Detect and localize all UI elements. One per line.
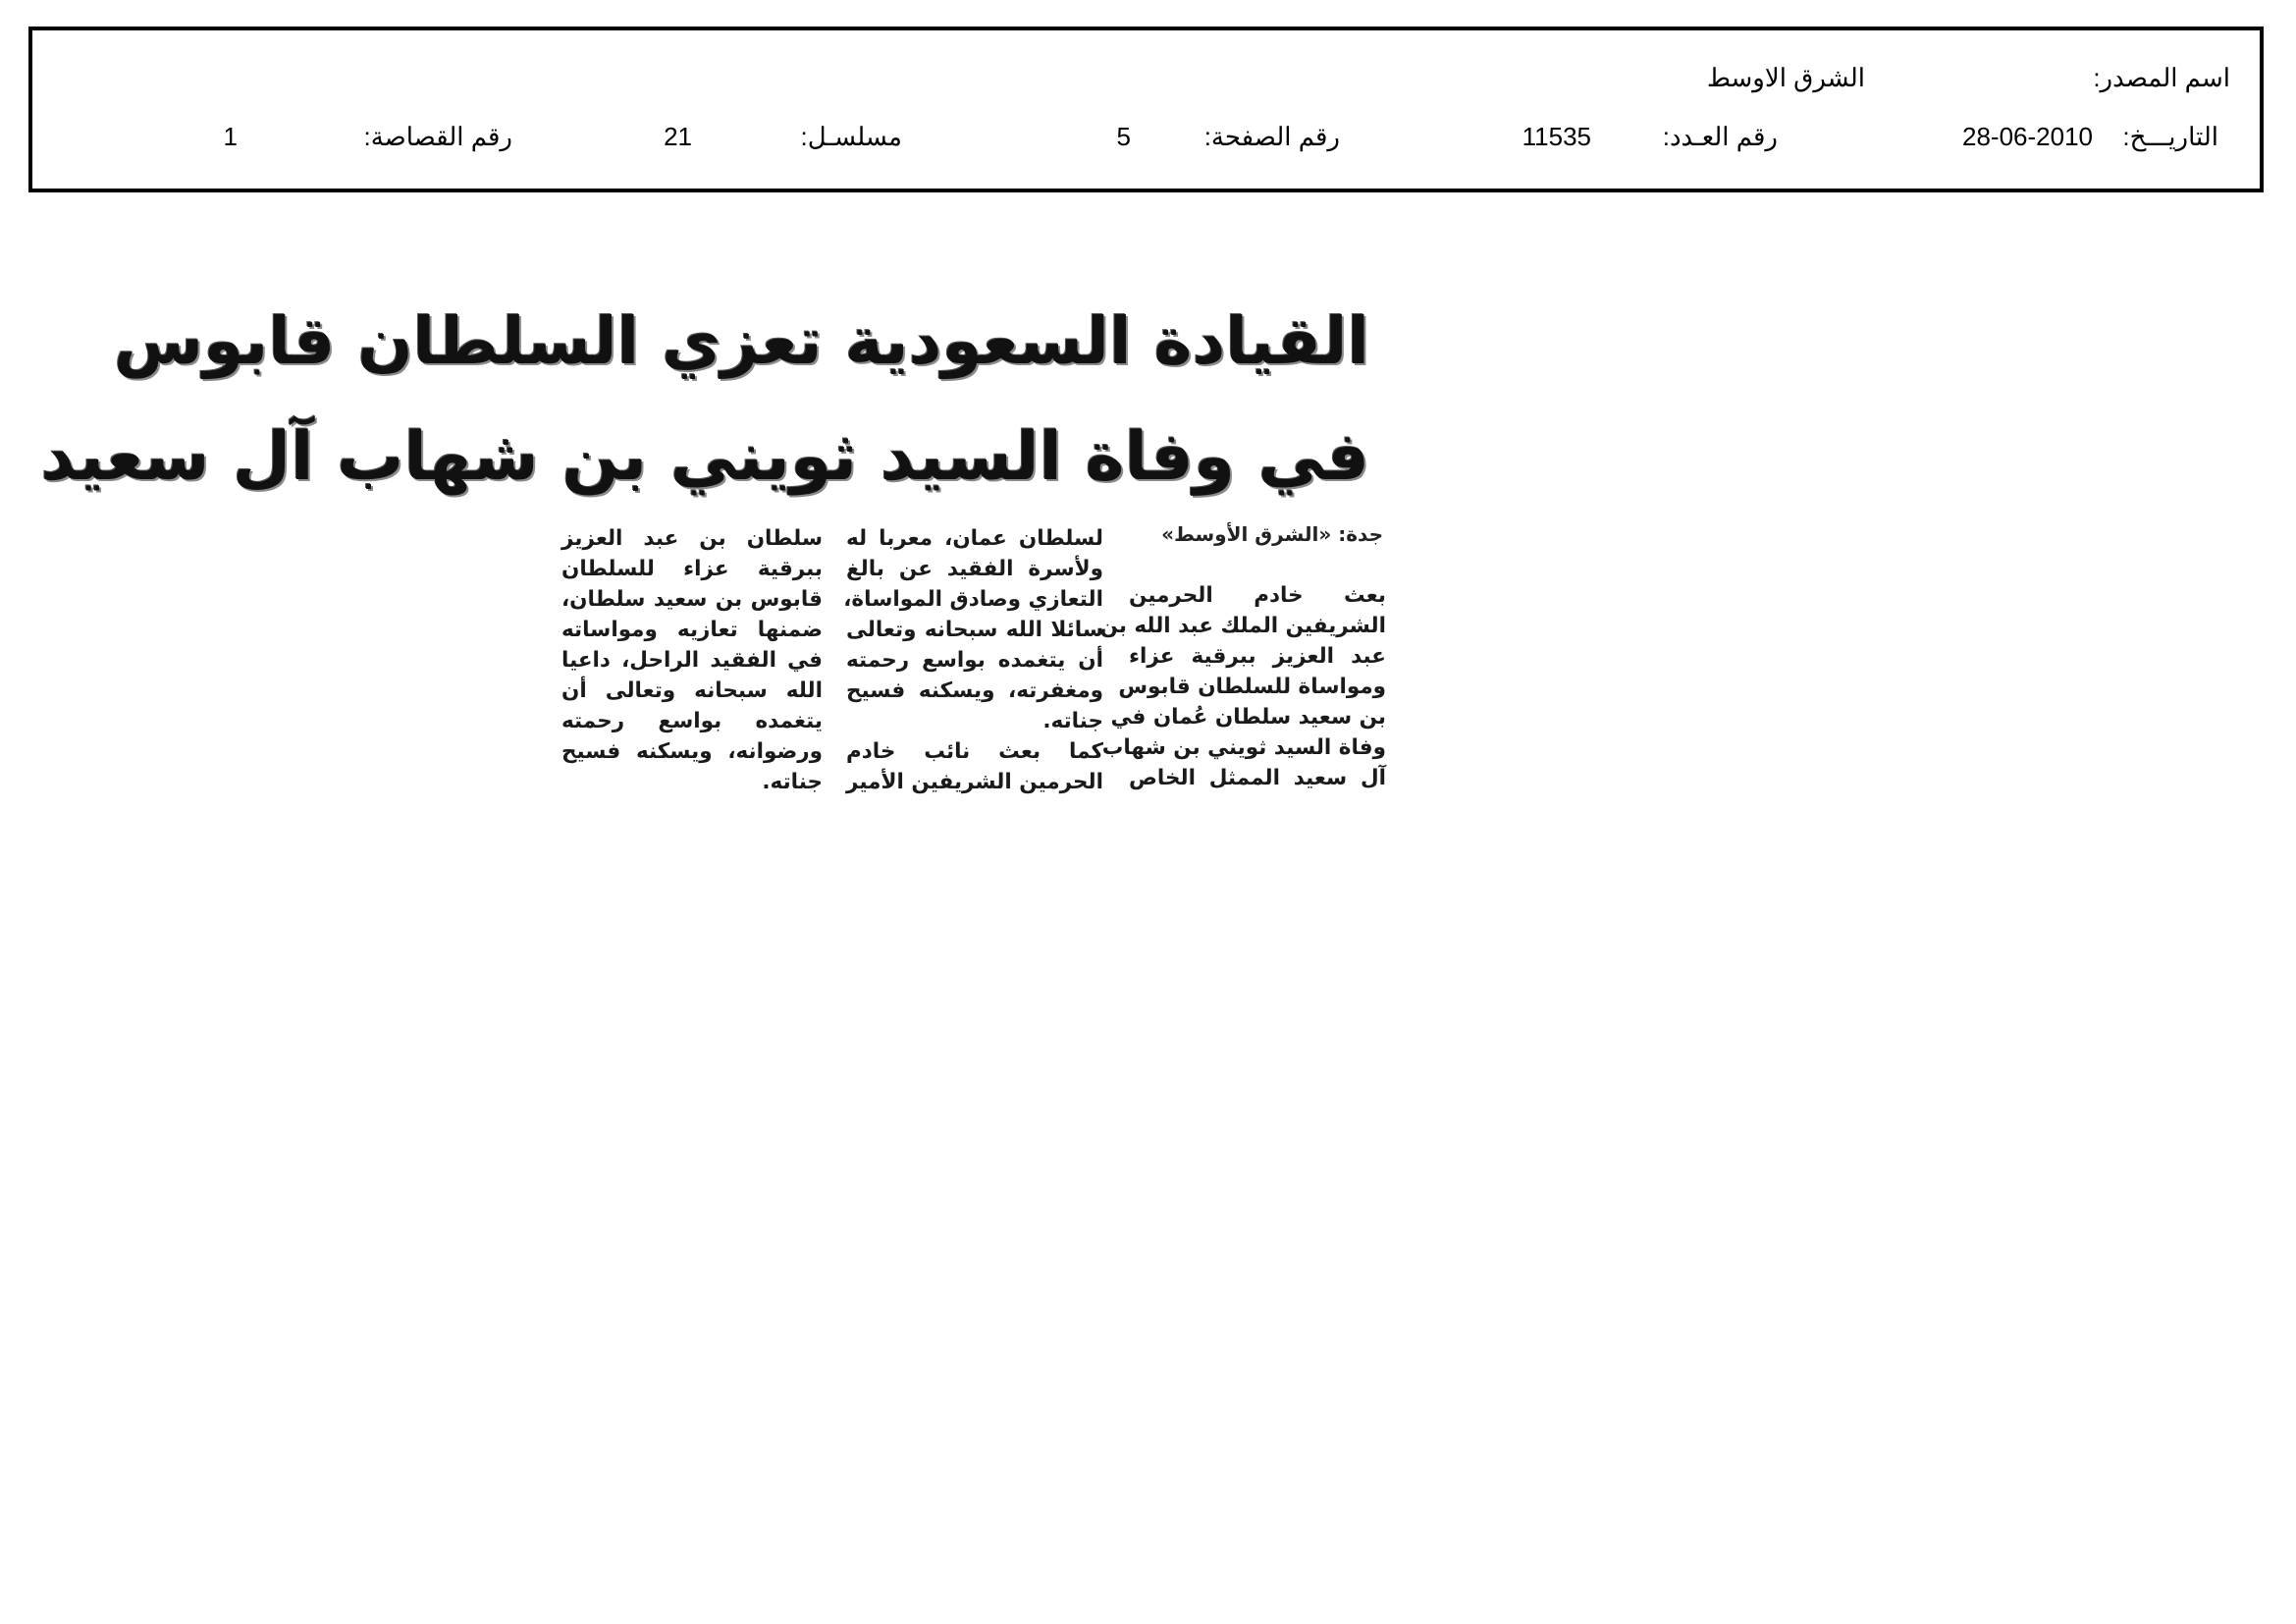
article-line: ومواساة للسلطان قابوس bbox=[1118, 675, 1386, 699]
issue-value: 11535 bbox=[1522, 122, 1591, 151]
article-line: قابوس بن سعيد سلطان، bbox=[561, 587, 823, 612]
article-line: الله سبحانه وتعالى أن bbox=[561, 678, 823, 703]
clip-value: 1 bbox=[223, 122, 238, 151]
source-value: الشرق الاوسط bbox=[1706, 63, 1865, 92]
date-label: التاريـــخ: bbox=[2122, 122, 2218, 151]
article-line: في الفقيد الراحل، داعيا bbox=[561, 648, 823, 673]
article-line: جناته. bbox=[1042, 709, 1103, 733]
article-line: آل سعيد الممثل الخاص bbox=[1129, 766, 1386, 790]
article-line: ولأسرة الفقيد عن بالغ bbox=[846, 557, 1103, 581]
serial-label: مسلسـل: bbox=[800, 122, 902, 151]
source-label: اسم المصدر: bbox=[2093, 63, 2230, 92]
article-line: بن سعيد سلطان عُمان في bbox=[1110, 705, 1386, 730]
article-line: الشريفين الملك عبد الله بن bbox=[1099, 614, 1386, 638]
headline-line-1: القيادة السعودية تعزي السلطان قابوس bbox=[114, 303, 1369, 379]
article-dateline: جدة: «الشرق الأوسط» bbox=[1161, 522, 1383, 546]
article-line: التعازي وصادق المواساة، bbox=[843, 587, 1103, 612]
article-line: يتغمده بواسع رحمته bbox=[561, 709, 823, 733]
headline-line-2: في وفاة السيد ثويني بن شهاب آل سعيد bbox=[40, 418, 1369, 496]
article-column-2 bbox=[843, 523, 1103, 797]
date-value: 28-06-2010 bbox=[1962, 122, 2093, 151]
article-column-1 bbox=[1099, 580, 1386, 793]
page-value: 5 bbox=[1116, 122, 1131, 151]
article-line: كما بعث نائب خادم bbox=[846, 739, 1103, 764]
article-line: ببرقية عزاء للسلطان bbox=[561, 557, 823, 581]
article-column-3 bbox=[561, 523, 823, 797]
clip-label: رقم القصاصة: bbox=[363, 122, 512, 151]
article-line: سلطان بن عبد العزيز bbox=[561, 526, 823, 551]
article-line: أن يتغمده بواسع رحمته bbox=[846, 648, 1103, 673]
article-line: سائلا الله سبحانه وتعالى bbox=[846, 618, 1103, 642]
article-line: عبد العزيز ببرقية عزاء bbox=[1129, 644, 1386, 669]
serial-value: 21 bbox=[664, 122, 692, 151]
article-line: ومغفرته، ويسكنه فسيح bbox=[846, 678, 1103, 703]
issue-label: رقم العـدد: bbox=[1662, 122, 1778, 151]
article-line: الحرمين الشريفين الأمير bbox=[846, 770, 1103, 794]
article-line: بعث خادم الحرمين bbox=[1129, 583, 1386, 608]
article-line: ضمنها تعازيه ومواساته bbox=[561, 618, 823, 642]
clipping-metadata-box bbox=[28, 27, 2264, 192]
article-line: لسلطان عمان، معربا له bbox=[846, 526, 1103, 551]
article-line: وفاة السيد ثويني بن شهاب bbox=[1101, 735, 1386, 760]
page-label: رقم الصفحة: bbox=[1203, 122, 1340, 151]
article-line: ورضوانه، ويسكنه فسيح bbox=[561, 739, 823, 764]
article-line: جناته. bbox=[762, 770, 823, 794]
